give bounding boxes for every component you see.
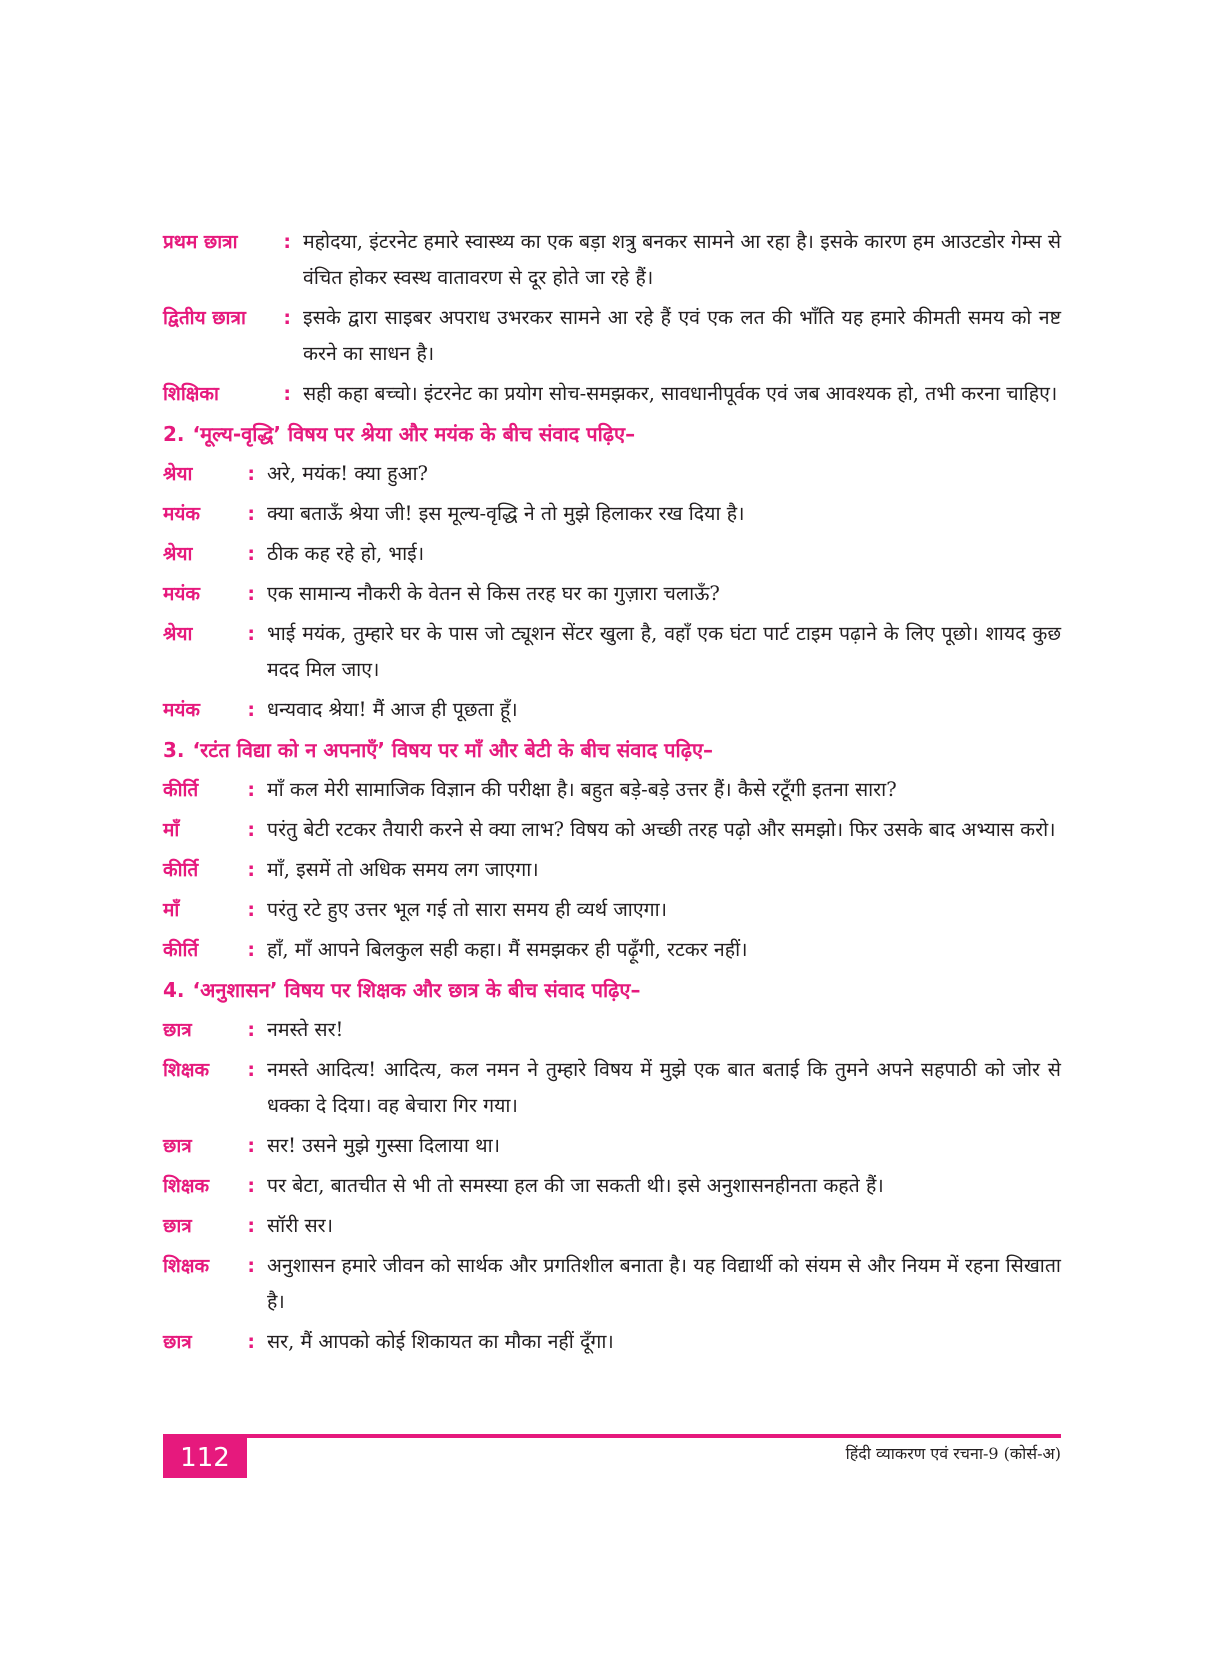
speaker-name: मयंक	[163, 503, 200, 525]
speaker-colon: :	[247, 1019, 255, 1041]
section-number: 2.	[163, 422, 185, 446]
dialogue-line	[163, 812, 1061, 848]
dialogue-text: माँ, इसमें तो अधिक समय लग जाएगा।	[267, 858, 539, 881]
dialogue-line	[163, 932, 1061, 968]
speaker-name: कीर्ति	[163, 859, 199, 881]
speaker-colon: :	[247, 819, 255, 841]
speaker-colon: :	[247, 583, 255, 605]
dialogue-text: माँ कल मेरी सामाजिक विज्ञान की परीक्षा है। बहुत बड़े-बड़े उत्तर हैं। कैसे रटूँगी इतना सारा?	[267, 778, 897, 801]
dialogue-text: सॉरी सर।	[267, 1214, 334, 1237]
dialogue-line	[163, 692, 1061, 728]
dialogue-line	[163, 1248, 1061, 1320]
dialogue-text: एक सामान्य नौकरी के वेतन से किस तरह घर का गुज़ारा चलाऊँ?	[267, 582, 720, 605]
speaker-name: श्रेया	[163, 543, 193, 565]
speaker-name: कीर्ति	[163, 939, 199, 961]
section-title: ‘मूल्य-वृद्धि’ विषय पर श्रेया और मयंक के बीच संवाद पढ़िए–	[192, 422, 636, 446]
dialogue-line	[163, 1128, 1061, 1164]
dialogue-text: पर बेटा, बातचीत से भी तो समस्या हल की जा सकती थी। इसे अनुशासनहीनता कहते हैं।	[267, 1174, 884, 1197]
speaker-colon: :	[247, 1215, 255, 1237]
dialogue-line	[163, 576, 1061, 612]
dialogue-text: ठीक कह रहे हो, भाई।	[267, 542, 425, 565]
section-title: ‘रटंत विद्या को न अपनाएँ’ विषय पर माँ और बेटी के बीच संवाद पढ़िए–	[192, 738, 714, 762]
speaker-colon: :	[247, 623, 255, 645]
dialogue-text: सही कहा बच्चो। इंटरनेट का प्रयोग सोच-समझकर, सावधानीपूर्वक एवं जब आवश्यक हो, तभी करना चाहिए।	[303, 382, 1058, 405]
speaker-colon: :	[247, 543, 255, 565]
dialogue-text: हाँ, माँ आपने बिलकुल सही कहा। मैं समझकर ही पढ़ूँगी, रटकर नहीं।	[267, 938, 748, 961]
dialogue-line	[163, 1012, 1061, 1048]
section-heading	[163, 416, 1061, 452]
section-number: 3.	[163, 738, 185, 762]
speaker-name: प्रथम छात्रा	[163, 231, 238, 253]
dialogue-text: सर! उसने मुझे गुस्सा दिलाया था।	[267, 1134, 501, 1157]
speaker-name: श्रेया	[163, 463, 193, 485]
footer-divider	[163, 1434, 1061, 1438]
dialogue-line	[163, 300, 1061, 372]
speaker-name: कीर्ति	[163, 779, 199, 801]
book-title: हिंदी व्याकरण एवं रचना-9 (कोर्स-अ)	[845, 1444, 1061, 1463]
dialogue-line	[163, 616, 1061, 688]
speaker-name: शिक्षक	[163, 1175, 210, 1197]
dialogue-intro	[163, 224, 1061, 412]
speaker-name: छात्र	[163, 1019, 192, 1041]
dialogue-text: परंतु बेटी रटकर तैयारी करने से क्या लाभ? विषय को अच्छी तरह पढ़ो और समझो। फिर उसके बाद अभ्यास करो।	[267, 818, 1056, 841]
speaker-name: छात्र	[163, 1331, 192, 1353]
speaker-colon: :	[247, 1175, 255, 1197]
speaker-name: मयंक	[163, 583, 200, 605]
dialogue-line	[163, 1168, 1061, 1204]
dialogue-line	[163, 1052, 1061, 1124]
speaker-colon: :	[247, 503, 255, 525]
dialogue-text: अरे, मयंक! क्या हुआ?	[267, 462, 428, 485]
dialogue-line	[163, 456, 1061, 492]
dialogue-line	[163, 496, 1061, 532]
dialogue-text: धन्यवाद श्रेया! मैं आज ही पूछता हूँ।	[267, 698, 518, 721]
speaker-name: शिक्षक	[163, 1059, 210, 1081]
dialogue-line	[163, 772, 1061, 808]
speaker-name: श्रेया	[163, 623, 193, 645]
section-number: 4.	[163, 978, 185, 1002]
speaker-colon: :	[247, 1255, 255, 1277]
speaker-colon: :	[247, 779, 255, 801]
dialogue-text: परंतु रटे हुए उत्तर भूल गई तो सारा समय ही व्यर्थ जाएगा।	[267, 898, 668, 921]
speaker-colon: :	[247, 939, 255, 961]
section-title: ‘अनुशासन’ विषय पर शिक्षक और छात्र के बीच संवाद पढ़िए–	[192, 978, 641, 1002]
speaker-name: मयंक	[163, 699, 200, 721]
dialogue-text: क्या बताऊँ श्रेया जी! इस मूल्य-वृद्धि ने तो मुझे हिलाकर रख दिया है।	[267, 502, 745, 525]
dialogue-text: अनुशासन हमारे जीवन को सार्थक और प्रगतिशील बनाता है। यह विद्यार्थी को संयम से और नियम में रहना सिखाता है।	[267, 1254, 1061, 1313]
dialogue-text: इसके द्वारा साइबर अपराध उभरकर सामने आ रहे हैं एवं एक लत की भाँति यह हमारे कीमती समय को नष्ट करने का साधन है।	[303, 306, 1061, 365]
dialogue-line	[163, 376, 1061, 412]
speaker-colon: :	[247, 859, 255, 881]
speaker-colon: :	[247, 1331, 255, 1353]
speaker-name: छात्र	[163, 1135, 192, 1157]
speaker-colon: :	[247, 899, 255, 921]
dialogue-text: महोदया, इंटरनेट हमारे स्वास्थ्य का एक बड़ा शत्रु बनकर सामने आ रहा है। इसके कारण हम आउटडोर गेम्स से वंचित होकर स्वस्थ वातावरण से दूर होते जा रहे हैं।	[303, 230, 1061, 289]
dialogue-line	[163, 224, 1061, 296]
speaker-colon: :	[247, 1135, 255, 1157]
speaker-name: द्वितीय छात्रा	[163, 307, 246, 329]
speaker-colon: :	[283, 383, 291, 405]
dialogue-text: सर, मैं आपको कोई शिकायत का मौका नहीं दूँगा।	[267, 1330, 614, 1353]
dialogue-line	[163, 852, 1061, 888]
dialogue-line	[163, 892, 1061, 928]
page-content	[163, 224, 1061, 1364]
dialogue-line	[163, 536, 1061, 572]
speaker-name: शिक्षक	[163, 1255, 210, 1277]
speaker-name: माँ	[163, 899, 180, 921]
dialogue-text: नमस्ते आदित्य! आदित्य, कल नमन ने तुम्हारे विषय में मुझे एक बात बताई कि तुमने अपने सहपाठी को जोर से धक्का दे दिया। वह बेचारा गिर गया।	[267, 1058, 1061, 1117]
speaker-name: शिक्षिका	[163, 383, 219, 405]
section-heading	[163, 732, 1061, 768]
dialogue-text: भाई मयंक, तुम्हारे घर के पास जो ट्यूशन सेंटर खुला है, वहाँ एक घंटा पार्ट टाइम पढ़ाने के लिए पूछो। शायद कुछ मदद मिल जाए।	[267, 622, 1061, 681]
speaker-colon: :	[247, 463, 255, 485]
speaker-colon: :	[247, 699, 255, 721]
dialogue-line	[163, 1208, 1061, 1244]
speaker-colon: :	[283, 307, 291, 329]
speaker-colon: :	[247, 1059, 255, 1081]
dialogue-line	[163, 1324, 1061, 1360]
dialogue-text: नमस्ते सर!	[267, 1018, 344, 1041]
section-heading	[163, 972, 1061, 1008]
dialogue-section-2	[163, 416, 1061, 728]
speaker-colon: :	[283, 231, 291, 253]
speaker-name: माँ	[163, 819, 180, 841]
page-number: 112	[163, 1438, 247, 1478]
dialogue-section-3	[163, 732, 1061, 968]
dialogue-section-4	[163, 972, 1061, 1360]
speaker-name: छात्र	[163, 1215, 192, 1237]
